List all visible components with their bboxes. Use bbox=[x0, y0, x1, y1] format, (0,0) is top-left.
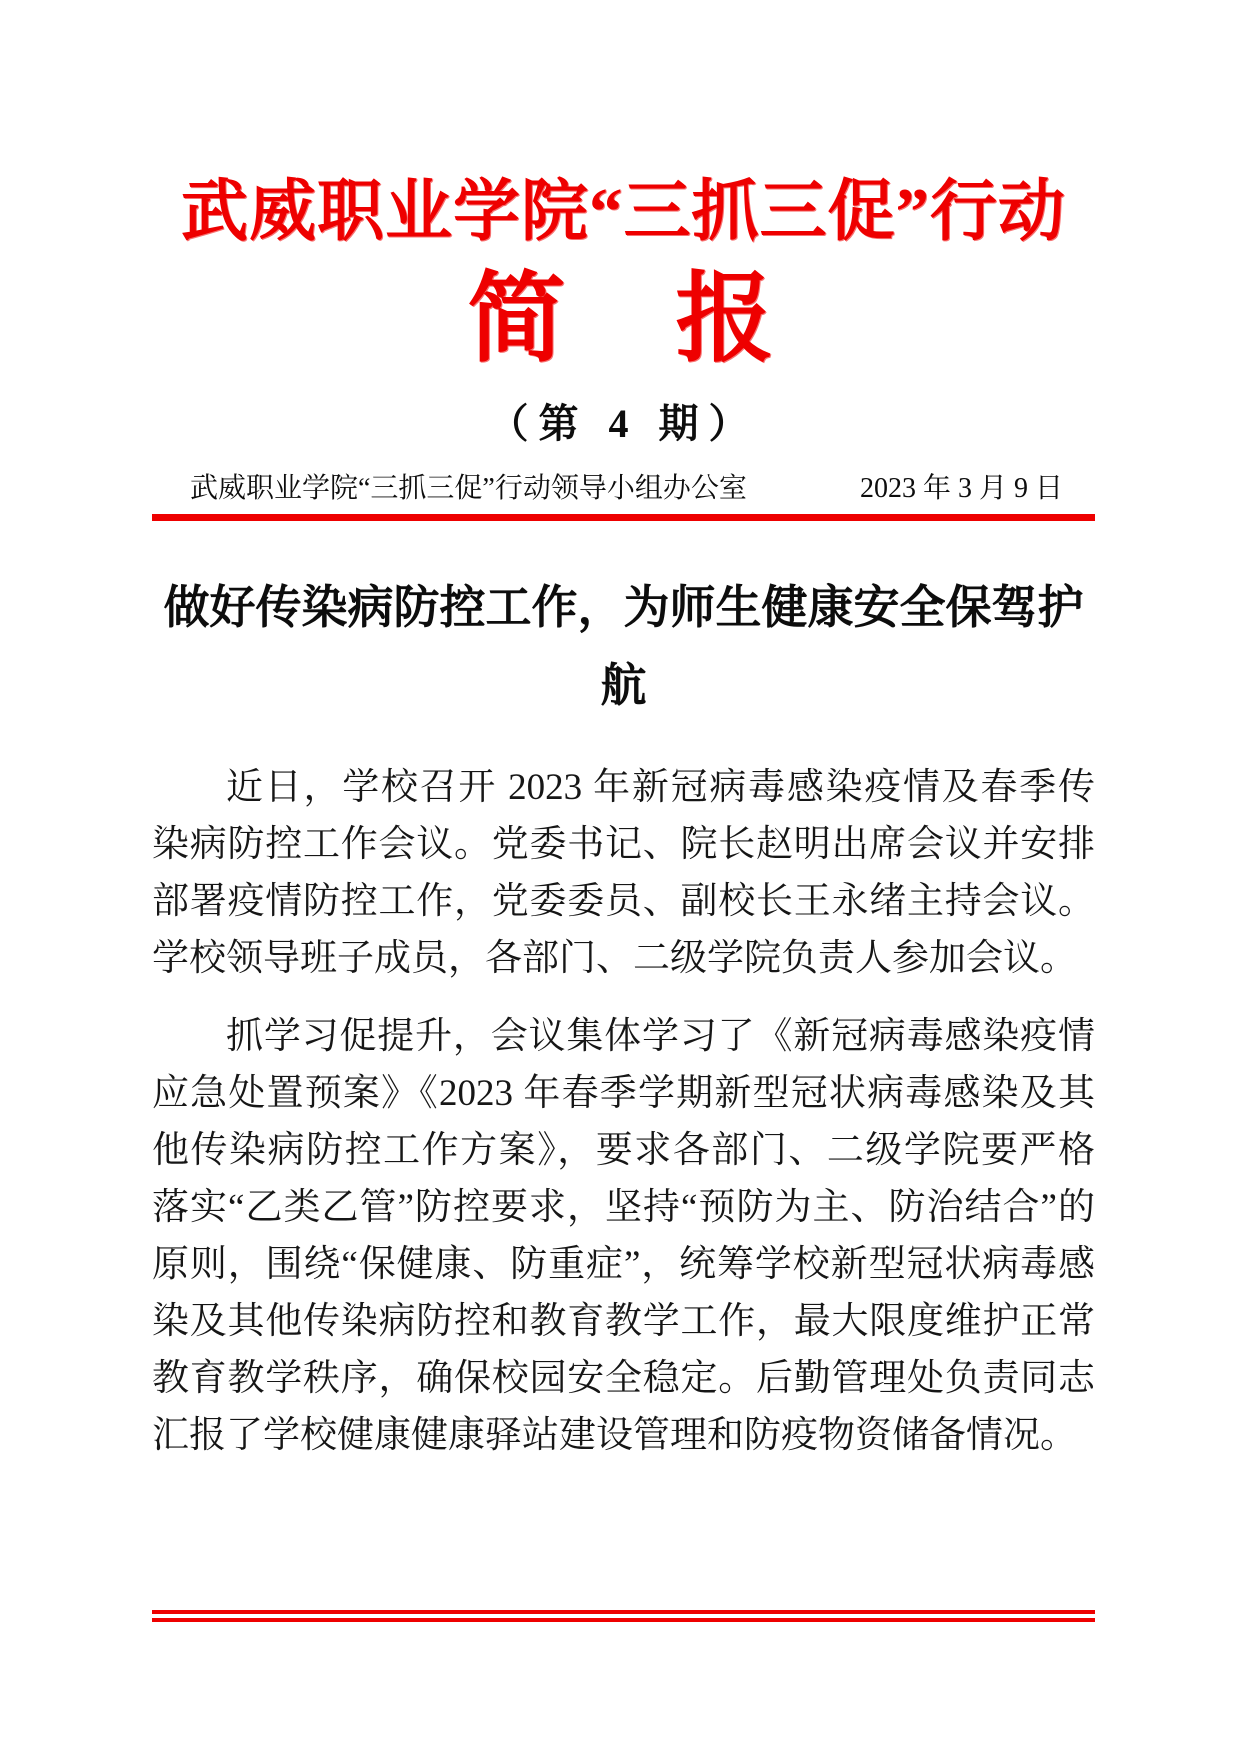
masthead-bulletin-title: 简 报 bbox=[467, 265, 780, 374]
article-headline: 做好传染病防控工作，为师生健康安全保驾护航 bbox=[163, 581, 1084, 712]
masthead-meta-row bbox=[152, 472, 1095, 506]
issuing-office: 武威职业学院“三抓三促”行动领导小组办公室 bbox=[190, 473, 747, 505]
issue-date: 2023 年 3 月 9 日 bbox=[859, 473, 1063, 505]
issue-number: （第 4 期） bbox=[488, 401, 759, 447]
footer-double-rule bbox=[152, 1610, 1095, 1622]
masthead-divider-rule bbox=[152, 514, 1095, 521]
article-paragraph: 近日，学校召开 2023 年新冠病毒感染疫情及春季传染病防控工作会议。党委书记、院长赵明出席会议并安排部署疫情防控工作，党委委员、副校长王永绪主持会议。学校领导班子成员，各部门、二级学院负责人参加会议。 bbox=[152, 767, 1095, 980]
article-body bbox=[152, 759, 1095, 1464]
masthead-org-title: 武威职业学院“三抓三促”行动 bbox=[181, 175, 1066, 249]
content-column bbox=[0, 176, 1240, 1464]
article-paragraph: 抓学习促提升，会议集体学习了《新冠病毒感染疫情应急处置预案》《2023 年春季学期新型冠状病毒感染及其他传染病防控工作方案》，要求各部门、二级学院要严格落实“乙类乙管”防控要求，坚持“预防为主、防治结合”的原则，围绕“保健康、防重症”，统筹学校新型冠状病毒感染及其他传染病防控和教育教学工作，最大限度维护正常教育教学秩序，确保校园安全稳定。后勤管理处负责同志汇报了学校健康健康驿站建设管理和防疫物资储备情况。 bbox=[152, 1016, 1095, 1457]
